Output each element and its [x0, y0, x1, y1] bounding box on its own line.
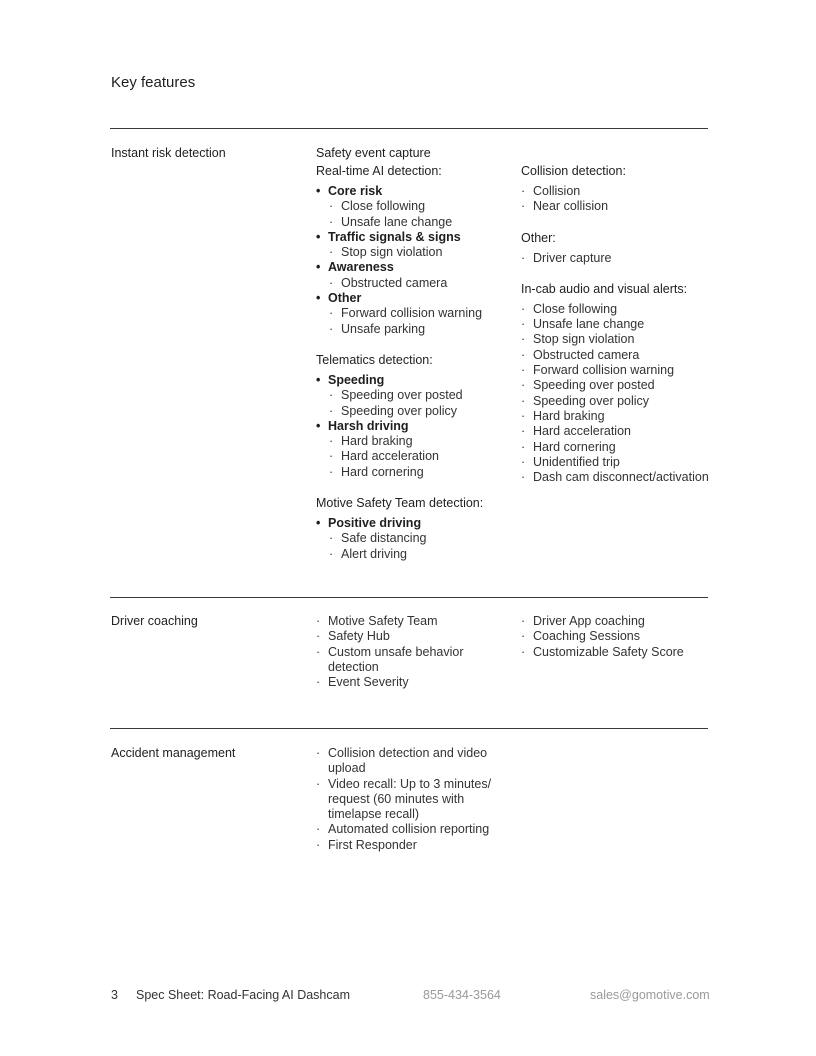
list-item: · Speeding over policy	[316, 404, 511, 419]
list-item: · Motive Safety Team	[316, 614, 466, 629]
section-divider	[110, 597, 708, 598]
section-divider	[110, 128, 708, 129]
list-item: · Hard cornering	[521, 440, 721, 455]
footer-doc-title: Spec Sheet: Road-Facing AI Dashcam	[136, 988, 351, 1002]
list-item: · Collision	[521, 184, 721, 199]
safety-team-list	[316, 516, 511, 562]
footer-phone: 855-434-3564	[423, 988, 501, 1002]
list-item: · Close following	[521, 302, 721, 317]
section-label-accident-management: Accident management	[111, 746, 236, 760]
list-item: · Custom unsafe behavior detection	[316, 645, 466, 676]
other-heading: Other:	[521, 230, 556, 245]
footer-email: sales@gomotive.com	[590, 988, 710, 1002]
list-item: · Unsafe parking	[316, 322, 511, 337]
list-item: · Safe distancing	[316, 531, 511, 546]
section-label-driver-coaching: Driver coaching	[111, 614, 198, 628]
list-item: · Hard acceleration	[316, 449, 511, 464]
list-item: · Safety Hub	[316, 629, 466, 644]
list-item: · Stop sign violation	[521, 332, 721, 347]
in-cab-alerts-heading: In-cab audio and visual alerts:	[521, 281, 688, 296]
list-item: · Collision detection and video upload	[316, 746, 494, 777]
list-item: · Speeding over posted	[521, 378, 721, 393]
list-item: · Stop sign violation	[316, 245, 511, 260]
list-item: · Unidentified trip	[521, 455, 721, 470]
driver-coaching-list-left	[316, 614, 466, 690]
list-item: · Video recall: Up to 3 minutes/ request (60 minutes with timelapse recall)	[316, 777, 494, 823]
list-group-title: • Other	[316, 291, 511, 306]
list-group-title: • Awareness	[316, 260, 511, 275]
section-divider	[110, 728, 708, 729]
list-group-title: • Core risk	[316, 184, 511, 199]
list-item: · Automated collision reporting	[316, 822, 494, 837]
safety-team-heading: Motive Safety Team detection:	[316, 496, 484, 511]
list-item: · Obstructed camera	[316, 276, 511, 291]
list-group-title: • Positive driving	[316, 516, 511, 531]
list-item: · Coaching Sessions	[521, 629, 721, 644]
list-group-title: • Traffic signals & signs	[316, 230, 511, 245]
collision-detection-list	[521, 184, 721, 215]
list-item: · Unsafe lane change	[521, 317, 721, 332]
list-item: · Dash cam disconnect/activation	[521, 470, 721, 485]
list-item: · Driver capture	[521, 251, 721, 266]
list-item: · Obstructed camera	[521, 348, 721, 363]
list-item: · Hard cornering	[316, 465, 511, 480]
telematics-list	[316, 373, 511, 480]
accident-management-column	[316, 746, 494, 853]
list-item: · Hard acceleration	[521, 424, 721, 439]
list-item: · Speeding over posted	[316, 388, 511, 403]
instant-risk-column-left	[316, 144, 511, 562]
in-cab-alerts-list	[521, 302, 721, 486]
list-item: · Near collision	[521, 199, 721, 214]
footer-page-number: 3	[111, 988, 118, 1002]
list-item: · Forward collision warning	[521, 363, 721, 378]
list-item: · Hard braking	[521, 409, 721, 424]
page-title: Key features	[111, 74, 196, 91]
list-item: · Hard braking	[316, 434, 511, 449]
instant-risk-column-right	[521, 162, 721, 485]
section-label-instant-risk: Instant risk detection	[111, 146, 226, 160]
other-list	[521, 251, 721, 266]
accident-management-list	[316, 746, 494, 853]
list-item: · Unsafe lane change	[316, 215, 511, 230]
list-group-title: • Harsh driving	[316, 419, 511, 434]
list-item: · Driver App coaching	[521, 614, 721, 629]
list-group-title: • Speeding	[316, 373, 511, 388]
list-item: · Close following	[316, 199, 511, 214]
list-item: · Customizable Safety Score	[521, 645, 721, 660]
list-item: · First Responder	[316, 838, 494, 853]
collision-detection-heading: Collision detection:	[521, 164, 626, 178]
telematics-heading: Telematics detection:	[316, 352, 433, 367]
driver-coaching-list-right	[521, 614, 721, 660]
list-item: · Forward collision warning	[316, 306, 511, 321]
driver-coaching-column-left	[316, 614, 466, 690]
realtime-ai-heading: Real-time AI detection:	[316, 164, 442, 178]
list-item: · Event Severity	[316, 675, 466, 690]
list-item: · Alert driving	[316, 547, 511, 562]
safety-event-capture-heading: Safety event capture	[316, 146, 431, 160]
realtime-ai-list	[316, 184, 511, 337]
list-item: · Speeding over policy	[521, 394, 721, 409]
driver-coaching-column-right	[521, 614, 721, 660]
